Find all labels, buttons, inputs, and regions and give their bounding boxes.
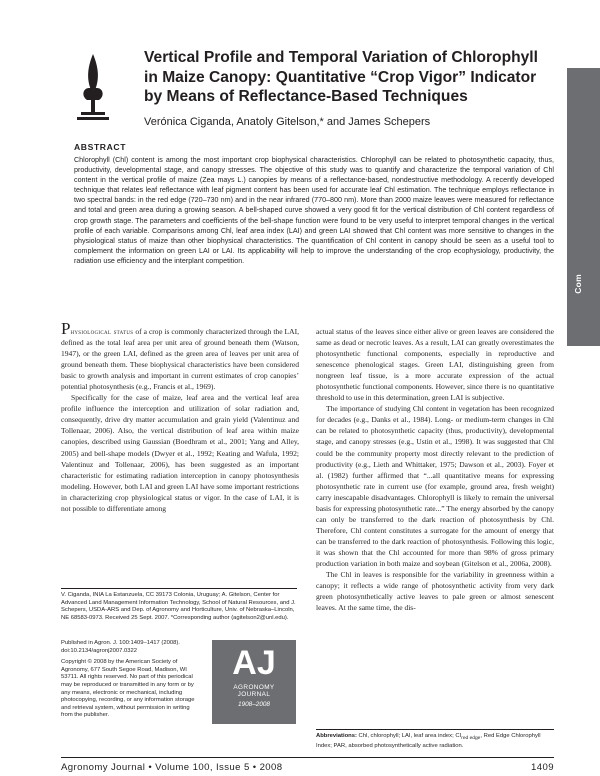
article-header xyxy=(144,48,554,128)
page-footer xyxy=(61,762,554,773)
article-title: Vertical Profile and Temporal Variation of Chlorophyll in Maize Canopy: Quantitative “Crop Vigor” Indicator by Means of Reflectance-Based Techniques xyxy=(144,49,538,105)
drop-cap: P xyxy=(61,319,71,338)
abbreviations-label: Abbreviations: xyxy=(316,733,357,739)
body-paragraph: The importance of studying Chl content in vegetation has been recognized for decades (e.g., Danks et al., 1984). Long- or medium-term changes in Chl can be related to photosynthetic capacity (thus, productivity), developmental stage, and canopy stresses (e.g., Ustin et al., 1998). It was suggested that Chl could be the community property most directly relevant to the prediction of productivity (e.g., Lieth and Whittaker, 1975; Dawson et al., 2003). Foyer et al. (1982) further affirmed that “...all quantitative means for expressing photosynthetic rate in current use (for example, ground area, fresh weight) carry inescapable disadvantages. Chlorophyll is likely to remain the universal basis for expressing photosynthetic rate...” The energy absorbed by the canopy can only be transferred to the dark reaction of photosynthesis by Chl. Therefore, Chl content constitutes a surrogate for the amount of energy that can be transferred to the dark reaction of photosynthesis. Following this logic, it was shown that the Chl accounted for more than 98% of gross primary production variation in both maize and soybean (Gitelson et al., 2006a, 2008). xyxy=(316,404,554,568)
citation-line: Published in Agron. J. 100:1409–1417 (2008). xyxy=(61,640,180,646)
body-paragraph: actual status of the leaves since either alive or green leaves are considered the same as dead or necrotic leaves. As a result, LAI can greatly overestimates the photosynthetic functional components, especially in reproductive and senescence phenological stages. Green LAI, distinguishing green from nongreen leaf tissue, is a more accurate expression of the actual photosynthetic functional components. However, since there is no quantitative threshold to use in this determination, green LAI is subjective. xyxy=(316,327,554,403)
journal-issue-line: Agronomy Journal • Volume 100, Issue 5 • 2008 xyxy=(61,762,283,773)
intro-paragraph xyxy=(61,319,299,392)
abstract-text: Chlorophyll (Chl) content is among the most important crop biophysical characteristics. Chlorophyll can be related to photosynthetic capacity, thus, productivity, developmental stage, and canopy stresses. The objective of this study was to quantify and characterize the temporal variation of Chl content in the vertical profile of maize (Zea mays L.) canopies by means of a reflectance-based, nondestructive methodology. A recently developed technique that relates leaf reflectance with leaf pigment content has been used for accurate leaf Chl estimation. The technique employs reflectance in two spectral bands: in the red edge (720–730 nm) and in the near infrared (770–800 nm). More than 2000 maize leaves were measured for reflectance and total and green area during a growing season. A bell-shaped curve showed a very good fit for the vertical distribution of Chl content regardless of crop growth stage. The parameters and coefficients of the bell-shape function were found to be very useful to interpret temporal changes in the vertical profile of each variable. Comparisons among Chl, leaf area index (LAI) and green LAI showed that Chl content was more sensitive to changes in the physiological status of maize than other biophysical characteristics. The quantification of Chl content in canopy should be seen as a useful tool to complement the information on green LAI or LAI. Its applicability will help to improve the understanding of the crop ecophysiology, productivity, the radiation use efficiency and the interplant competition. xyxy=(74,156,554,265)
footer-divider xyxy=(61,757,554,758)
copyright-notice: Copyright © 2008 by the American Society of Agronomy, 677 South Segoe Road, Madison, WI 53711. All rights reserved. No part of this periodical may be reproduced or transmitted in any form or by any means, electronic or mechanical, including photocopying, recording, or any information storage and retrieval system, without permission in writing from the publisher. xyxy=(61,659,195,719)
doi-line: doi:10.2134/agronj2007.0322 xyxy=(61,647,138,654)
body-paragraph: The Chl in leaves is responsible for the variability in greenness within a canopy; it reflects a wide range of photosynthetic activity from very dark green photosynthetically active leaves to pale green or almost senescent leaves. At the same time, the dis- xyxy=(316,570,554,613)
section-side-tab xyxy=(567,68,600,346)
body-column-right xyxy=(316,326,554,613)
side-tab-label: Com xyxy=(573,274,583,294)
badge-years: 1908–2008 xyxy=(238,701,270,708)
body-column-left xyxy=(61,319,299,514)
body-paragraph: Specifically for the case of maize, leaf area and the vertical leaf area profile influence the interception and utilization of solar radiation and, consequently, drive dry matter accumulation and grain yield (Valentinuz and Tollenaar, 2006). Also, the vertical distribution of leaf area within maize canopies, described using Gaussian (Boedhram et al., 2001; Yang and Alley, 2005) and bell-shape models (Dwyer et al., 1992; Keating and Wafula, 1992; Valentinuz and Tollenaar, 2006), has been suggested as an important characteristic for estimating radiation interception in canopy photosynthesis modeling. However, both LAI and green LAI have some important restrictions in characterizing crop physiological status or vigor. In the case of LAI, it is not possible to differentiate among xyxy=(61,393,299,513)
abstract-heading: ABSTRACT xyxy=(74,142,127,152)
footnote-divider xyxy=(61,588,297,589)
author-affiliation: V. Ciganda, INIA La Estanzuela, CC 39173 Colonia, Uruguay; A. Gitelson, Center for Advanced Land Management Information Technology, School of Natural Resources, and J. Schepers, USDA-ARS and Dep. of Agronomy and Horticulture, Univ. of Nebraska–Lincoln, NE 68583-0973. Received 25 Sept. 2007. *Corresponding author (agitelson2@unl.edu). xyxy=(61,592,296,621)
author-list: Verónica Ciganda, Anatoly Gitelson,* and James Schepers xyxy=(144,115,431,128)
abbreviations-note: Abbreviations: Chl, chlorophyll; LAI, leaf area index; $CI_{red edge}$, Red Edge Chlorophyll Index; PAR, absorbed photosynthetically active radiation. xyxy=(316,733,541,749)
page-number: 1409 xyxy=(531,762,554,773)
intro-paragraph-text: of a crop is commonly characterized through the LAI, defined as the total leaf area per unit area of ground beneath them (Watson, 1947), or the green LAI, defined as the green area of leaves per unit area of ground beneath them. These biophysical characteristics have been considered basic to growth analysis and important in current estimates of crop canopies’ potential photosynthesis (e.g., Francis et al., 1969). xyxy=(61,327,299,392)
publication-info xyxy=(61,640,201,720)
abbreviations-divider xyxy=(316,729,554,730)
badge-journal-name: AGRONOMY JOURNAL xyxy=(233,684,275,698)
agronomy-journal-logo-icon xyxy=(73,52,113,124)
badge-letters: AJ xyxy=(232,644,276,682)
lead-in-smallcaps: hysiological status xyxy=(70,327,134,336)
centennial-badge xyxy=(212,640,296,724)
